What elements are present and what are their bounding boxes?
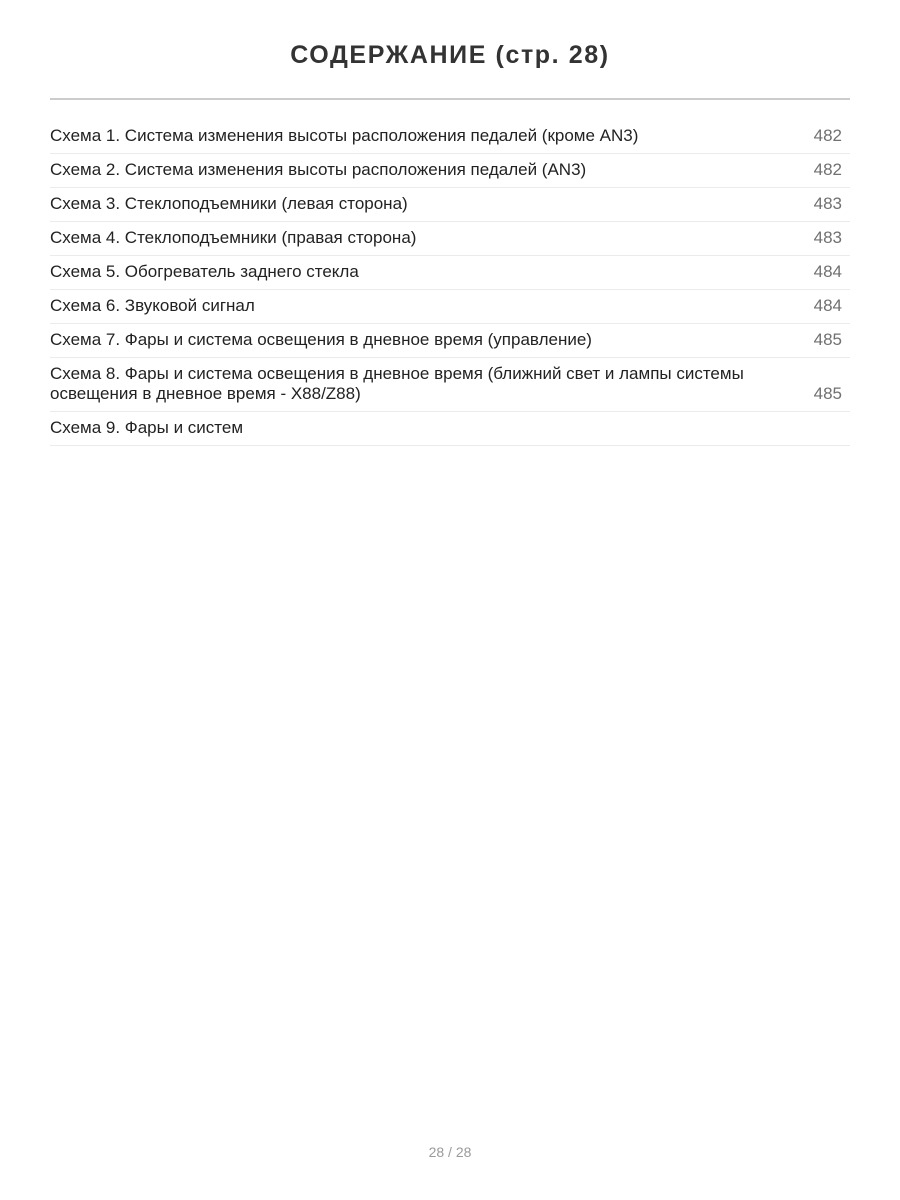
page-number: 28 / 28 [428, 1144, 472, 1160]
toc-entry-page: 485 [813, 330, 842, 349]
toc-entry-page: 485 [813, 384, 842, 403]
toc-entry-title[interactable]: Схема 7. Фары и система освещения в дневное время (управление) [50, 330, 592, 349]
page-title: СОДЕРЖАНИЕ (стр. 28) [290, 41, 610, 69]
toc-entry-title[interactable]: Схема 9. Фары и систем [50, 418, 244, 437]
toc-entry-page: 484 [813, 262, 842, 281]
toc-entry-title[interactable]: Схема 3. Стеклоподъемники (левая сторона) [50, 194, 408, 213]
toc-entry-6[interactable] [50, 290, 850, 324]
toc-entry-5[interactable] [50, 256, 850, 290]
toc-entry-title[interactable]: Схема 8. Фары и система освещения в дневное время (ближний свет и лампы системы освещения в дневное время - X88/Z88) [50, 364, 744, 403]
toc-entry-title[interactable]: Схема 5. Обогреватель заднего стекла [50, 262, 359, 281]
toc-entry-3[interactable] [50, 188, 850, 222]
toc-entry-page: 483 [813, 228, 842, 247]
toc-entry-title[interactable]: Схема 1. Система изменения высоты расположения педалей (кроме AN3) [50, 126, 639, 145]
toc-entry-4[interactable] [50, 222, 850, 256]
toc-entry-page: 482 [813, 126, 842, 145]
toc-entry-7[interactable] [50, 324, 850, 358]
toc-entry-title[interactable]: Схема 4. Стеклоподъемники (правая сторона) [50, 228, 417, 247]
toc-entry-page: 483 [813, 194, 842, 213]
toc-entry-1[interactable] [50, 120, 850, 154]
toc-entry-9[interactable] [50, 412, 850, 446]
title-divider [50, 98, 850, 100]
table-of-contents [50, 120, 850, 446]
toc-entry-page: 482 [813, 160, 842, 179]
toc-entry-8[interactable] [50, 358, 850, 412]
toc-entry-title[interactable]: Схема 6. Звуковой сигнал [50, 296, 255, 315]
toc-entry-2[interactable] [50, 154, 850, 188]
toc-entry-title[interactable]: Схема 2. Система изменения высоты расположения педалей (AN3) [50, 160, 587, 179]
toc-entry-page: 484 [813, 296, 842, 315]
